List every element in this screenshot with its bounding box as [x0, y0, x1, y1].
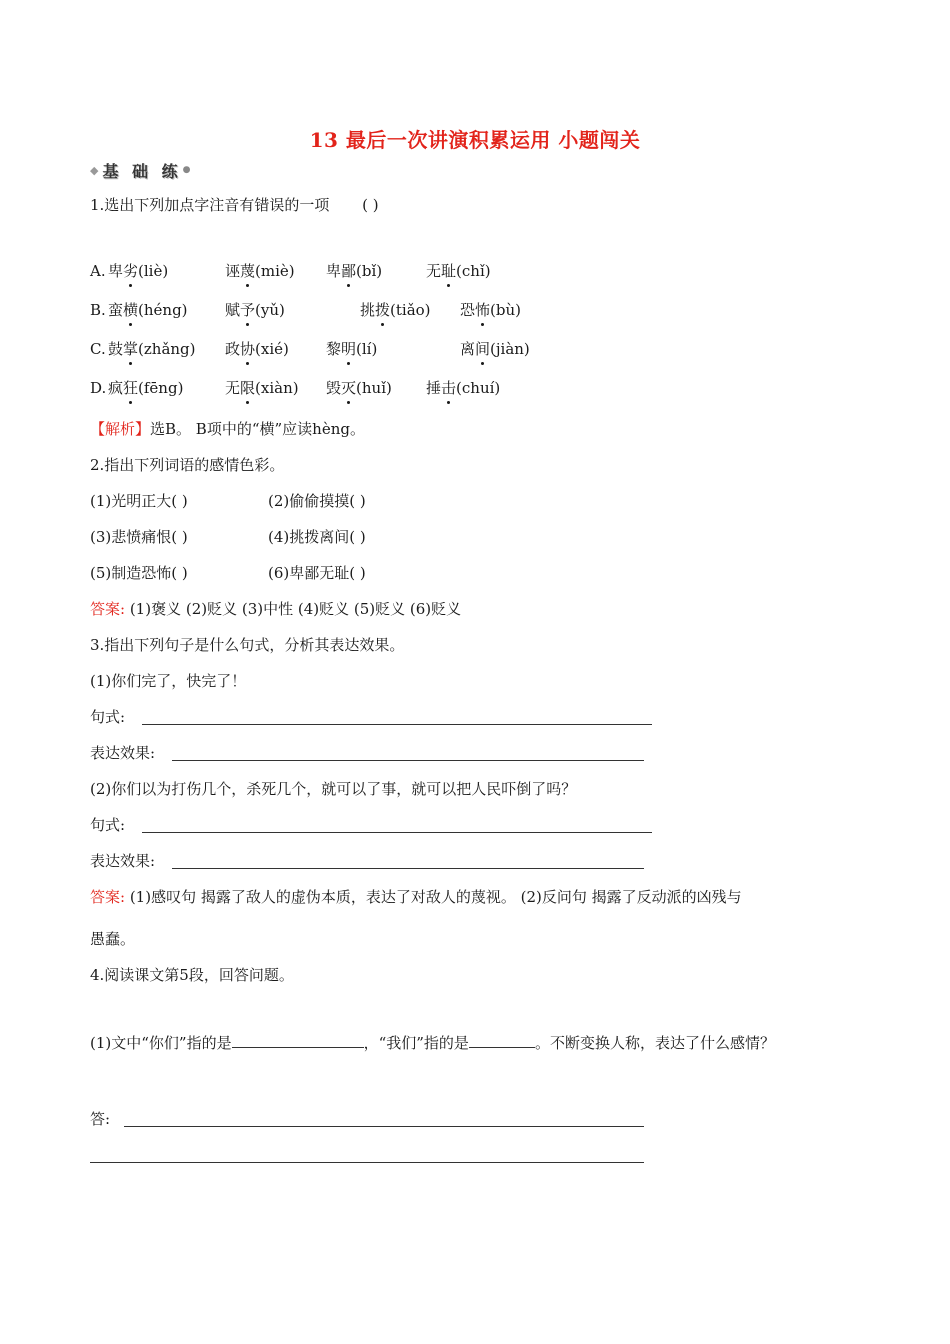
- term-char: 政: [225, 340, 241, 358]
- term-char: 蛮: [108, 301, 124, 319]
- form-label: 句式:: [90, 708, 126, 726]
- option-letter: C.: [90, 340, 106, 358]
- pinyin: (liè): [138, 262, 169, 280]
- option-term: [108, 377, 183, 399]
- option-term: [108, 299, 188, 321]
- option-term: [460, 299, 521, 321]
- term-char: 卑: [108, 262, 124, 280]
- q3-sentence-1: (1)你们完了，快完了！: [90, 672, 247, 690]
- term-char: 毁: [326, 379, 342, 397]
- q3-answer: [90, 886, 742, 908]
- pinyin: (zhǎng): [138, 340, 196, 358]
- dotted-char: 怖: [475, 301, 491, 319]
- pinyin: (jiàn): [490, 340, 530, 358]
- term-char: 诬: [225, 262, 241, 280]
- q2-stem: 2.指出下列词语的感情色彩。: [90, 456, 285, 474]
- q2-item-3: (3)悲愤痛恨( ): [90, 528, 188, 546]
- fill-blank[interactable]: [232, 1033, 364, 1048]
- dotted-char: 予: [240, 301, 256, 319]
- term-char: 鼓: [108, 340, 124, 358]
- q2-item-2: (2)偷偷摸摸( ): [268, 492, 366, 510]
- q4-sentence-1: [90, 1032, 775, 1054]
- option-term: [426, 377, 500, 399]
- term-char: 恐: [460, 301, 476, 319]
- pinyin: (héng): [138, 301, 188, 319]
- section-label: 基 础 练: [102, 161, 182, 181]
- dotted-char: 击: [441, 379, 457, 397]
- dotted-char: 蔑: [240, 262, 256, 280]
- option-term: [326, 260, 382, 282]
- q3-form-2: [90, 814, 125, 836]
- answer-line[interactable]: [142, 832, 652, 833]
- dotted-char: 鄙: [341, 262, 357, 280]
- answer-line[interactable]: [124, 1126, 644, 1127]
- dotted-char: 明: [341, 340, 357, 358]
- dotted-char: 拨: [375, 301, 391, 319]
- fill-blank[interactable]: [469, 1033, 535, 1048]
- q3-effect-2: [90, 850, 155, 872]
- q2-item-5: (5)制造恐怖( ): [90, 564, 188, 582]
- answer-line[interactable]: [172, 760, 644, 761]
- option-term: [108, 338, 196, 360]
- analysis-label: 【解析】: [90, 420, 151, 438]
- pinyin: (chuí): [456, 379, 501, 397]
- q4-stem: 4.阅读课文第5段，回答问题。: [90, 966, 294, 984]
- answer-label: 答案:: [90, 888, 126, 906]
- q2-row-1: [90, 490, 366, 512]
- section-icon: ◆: [90, 163, 99, 177]
- pinyin: (lí): [356, 340, 378, 358]
- dotted-char: 掌: [123, 340, 139, 358]
- term-char: 挑: [360, 301, 376, 319]
- term-char: 捶: [426, 379, 442, 397]
- pinyin: (fēng): [138, 379, 184, 397]
- term-char: 卑: [326, 262, 342, 280]
- dotted-char: 劣: [123, 262, 139, 280]
- q1-analysis: [90, 418, 365, 440]
- dotted-char: 间: [475, 340, 491, 358]
- pinyin: (tiǎo): [390, 301, 431, 319]
- q2-item-4: (4)挑拨离间( ): [268, 528, 366, 546]
- q1-paren: ( ): [362, 196, 379, 214]
- option-term: [326, 377, 392, 399]
- q4-part-c: 。不断变换人称，表达了什么感情？: [534, 1034, 775, 1052]
- option-letter: A.: [90, 262, 106, 280]
- dotted-char: 横: [123, 301, 139, 319]
- q4-answer: [90, 1108, 110, 1130]
- pinyin: (xiàn): [255, 379, 299, 397]
- q2-answer: [90, 598, 461, 620]
- pinyin: (yǔ): [255, 301, 285, 319]
- q3-stem: 3.指出下列句子是什么句式，分析其表达效果。: [90, 636, 405, 654]
- dotted-char: 狂: [123, 379, 139, 397]
- dotted-char: 协: [240, 340, 256, 358]
- section-end-icon: ●: [182, 165, 191, 175]
- pinyin: (huǐ): [356, 379, 392, 397]
- section-tag: [90, 158, 190, 182]
- option-term: [426, 260, 491, 282]
- pinyin: (chǐ): [456, 262, 491, 280]
- q2-row-2: [90, 526, 366, 548]
- answer-text: (1)感叹句 揭露了敌人的虚伪本质，表达了对敌人的蔑视。 (2)反问句 揭露了反动派的凶残与: [125, 888, 742, 906]
- answer-line[interactable]: [172, 868, 644, 869]
- option-term: [360, 299, 431, 321]
- answer-label: 答案:: [90, 600, 126, 618]
- effect-label: 表达效果:: [90, 744, 156, 762]
- analysis-text: 选B。 B项中的“横”应读hèng。: [150, 420, 365, 438]
- term-char: 无: [426, 262, 442, 280]
- pinyin: (bù): [490, 301, 521, 319]
- answer-text: (1)褒义 (2)贬义 (3)中性 (4)贬义 (5)贬义 (6)贬义: [125, 600, 462, 618]
- q2-row-3: [90, 562, 366, 584]
- term-char: 赋: [225, 301, 241, 319]
- term-char: 离: [460, 340, 476, 358]
- dotted-char: 限: [240, 379, 256, 397]
- dotted-char: 灭: [341, 379, 357, 397]
- q2-item-6: (6)卑鄙无耻( ): [268, 564, 366, 582]
- q3-answer-cont: 愚蠢。: [90, 930, 136, 948]
- pinyin: (xié): [255, 340, 289, 358]
- option-term: [108, 260, 168, 282]
- answer-line[interactable]: [90, 1162, 644, 1163]
- page-title: 13 最后一次讲演积累运用 小题闯关: [309, 128, 641, 152]
- option-term: [225, 260, 295, 282]
- pinyin: (bǐ): [356, 262, 383, 280]
- answer-line[interactable]: [142, 724, 652, 725]
- option-term: [460, 338, 530, 360]
- q4-part-a: (1)文中“你们”指的是: [90, 1034, 232, 1052]
- q3-form-1: [90, 706, 125, 728]
- q1-stem: [90, 194, 379, 216]
- option-letter: B.: [90, 301, 106, 319]
- term-char: 无: [225, 379, 241, 397]
- effect-label: 表达效果:: [90, 852, 156, 870]
- option-term: [225, 338, 289, 360]
- option-term: [225, 299, 285, 321]
- q3-sentence-2: (2)你们以为打伤几个，杀死几个，就可以了事，就可以把人民吓倒了吗？: [90, 780, 577, 798]
- term-char: 疯: [108, 379, 124, 397]
- dotted-char: 耻: [441, 262, 457, 280]
- option-term: [225, 377, 299, 399]
- q1-stem-text: 1.选出下列加点字注音有错误的一项: [90, 196, 330, 214]
- q4-part-b: ，“我们”指的是: [363, 1034, 469, 1052]
- option-term: [326, 338, 377, 360]
- term-char: 黎: [326, 340, 342, 358]
- pinyin: (miè): [255, 262, 295, 280]
- option-letter: D.: [90, 379, 107, 397]
- q2-item-1: (1)光明正大( ): [90, 492, 188, 510]
- form-label: 句式:: [90, 816, 126, 834]
- q3-effect-1: [90, 742, 155, 764]
- answer-label: 答:: [90, 1110, 111, 1128]
